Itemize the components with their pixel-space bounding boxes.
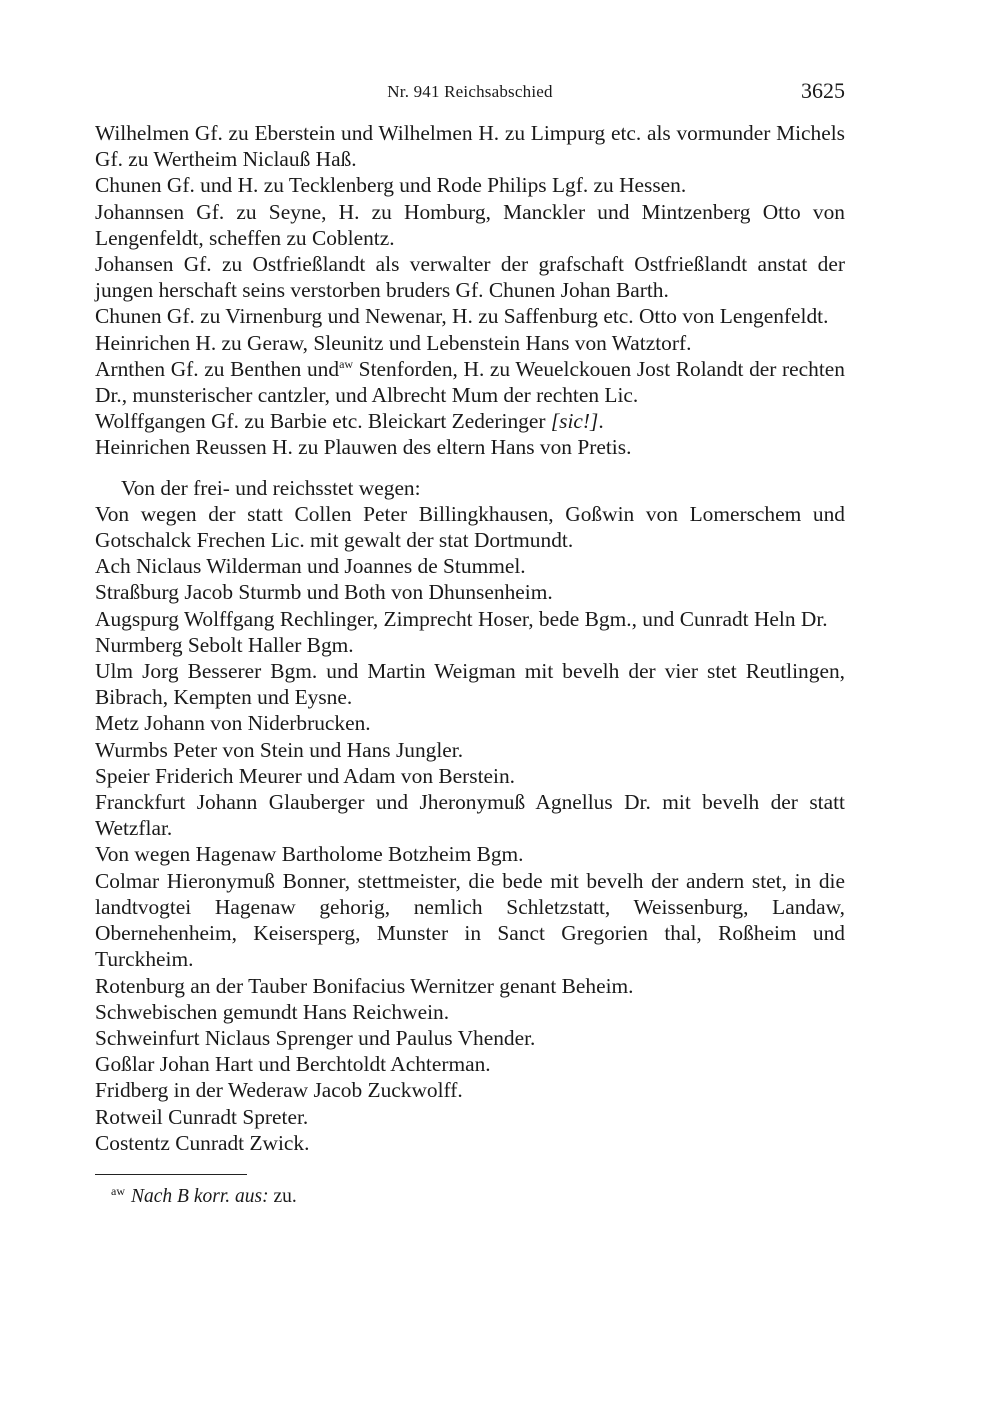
list-item: Goßlar Johan Hart und Berchtoldt Achterman. (95, 1052, 491, 1077)
document-page (95, 78, 845, 1209)
list-item: Colmar Hieronymuß Bonner, stettmeister, die bede mit bevelh der andern stet, in die landtvogtei Hagenaw gehorig, nemlich Schletzstatt, Weissenburg, Landaw, Obernehenheim, Keisersperg, Munster in Sanct Gregorien thal, Roßheim und Turckheim. (95, 868, 845, 972)
entry-text: Arnthen Gf. zu Benthen und (95, 356, 340, 381)
list-item: Costentz Cunradt Zwick. (95, 1130, 310, 1155)
list-item: Metz Johann von Niderbrucken. (95, 711, 371, 736)
list-item: Heinrichen Reussen H. zu Plauwen des eltern Hans von Pretis. (95, 435, 632, 460)
list-item: Franckfurt Johann Glauberger und Jheronymuß Agnellus Dr. mit bevelh der statt Wetzflar. (95, 790, 845, 841)
list-item-arnthen (95, 356, 845, 408)
list-item: Schweinfurt Niclaus Sprenger und Paulus Vhender. (95, 1025, 536, 1050)
list-item: Ulm Jorg Besserer Bgm. und Martin Weigman mit bevelh der vier stet Reutlingen, Bibrach, Kempten und Eysne. (95, 659, 845, 710)
footnote-reference: aw (339, 356, 354, 371)
cities-list (95, 475, 845, 1156)
list-item: Johannsen Gf. zu Seyne, H. zu Homburg, Manckler und Mintzenberg Otto von Lengenfeldt, scheffen zu Coblentz. (95, 199, 845, 250)
entry-text: Stenforden, H. zu Weuelckouen Jost Rolandt der rechten Dr., munsterischer cantzler, und Albrecht Mum der rechten Lic. (95, 356, 845, 408)
page-number: 3625 (801, 78, 845, 103)
list-item: Rotenburg an der Tauber Bonifacius Wernitzer genant Beheim. (95, 973, 634, 998)
entry-text: . (598, 409, 604, 434)
list-item: Ach Niclaus Wilderman und Joannes de Stummel. (95, 554, 526, 579)
counts-list (95, 120, 845, 461)
list-item: Straßburg Jacob Sturmb und Both von Dhunsenheim. (95, 580, 553, 605)
footnote-italic-text: Nach B korr. aus: (131, 1185, 269, 1207)
list-item: Von wegen Hagenaw Bartholome Botzheim Bgm. (95, 842, 524, 867)
editorial-note: [sic!] (550, 409, 599, 434)
footnote-divider (95, 1174, 247, 1175)
running-head-title: Nr. 941 Reichsabschied (387, 82, 553, 101)
list-item: Speier Friderich Meurer und Adam von Berstein. (95, 763, 515, 788)
footnote-mark: aw (111, 1183, 125, 1198)
list-item: Chunen Gf. zu Virnenburg und Newenar, H. zu Saffenburg etc. Otto von Lengenfeldt. (95, 304, 829, 329)
footnote-text: zu. (268, 1185, 297, 1207)
list-item: Schwebischen gemundt Hans Reichwein. (95, 999, 450, 1024)
list-item: Fridberg in der Wederaw Jacob Zuckwolff. (95, 1078, 463, 1103)
running-header (95, 78, 845, 108)
list-item: Wilhelmen Gf. zu Eberstein und Wilhelmen H. zu Limpurg etc. als vormunder Michels Gf. zu Wertheim Niclauß Haß. (95, 121, 845, 172)
list-item: Augspurg Wolffgang Rechlinger, Zimprecht Hoser, bede Bgm., und Cunradt Heln Dr. (95, 606, 828, 631)
list-item: Johansen Gf. zu Ostfrießlandt als verwalter der grafschaft Ostfrießlandt anstat der jungen herschaft seins verstorben bruders Gf. Chunen Johan Barth. (95, 252, 845, 303)
section-intro: Von der frei- und reichsstet wegen: (121, 475, 421, 500)
list-item: Nurmberg Sebolt Haller Bgm. (95, 632, 354, 657)
list-item: Von wegen der statt Collen Peter Billingkhausen, Goßwin von Lomerschem und Gotschalck Frechen Lic. mit gewalt der stat Dortmundt. (95, 501, 845, 553)
list-item: Rotweil Cunradt Spreter. (95, 1104, 309, 1129)
entry-text: Wolffgangen Gf. zu Barbie etc. Bleickart Zederinger (95, 409, 551, 434)
list-item-wolffgangen (95, 408, 845, 434)
list-item: Heinrichen H. zu Geraw, Sleunitz und Lebenstein Hans von Watztorf. (95, 330, 692, 355)
list-item: Wurmbs Peter von Stein und Hans Jungler. (95, 737, 464, 762)
list-item: Chunen Gf. und H. zu Tecklenberg und Rode Philips Lgf. zu Hessen. (95, 173, 687, 198)
footnote (95, 1179, 845, 1209)
